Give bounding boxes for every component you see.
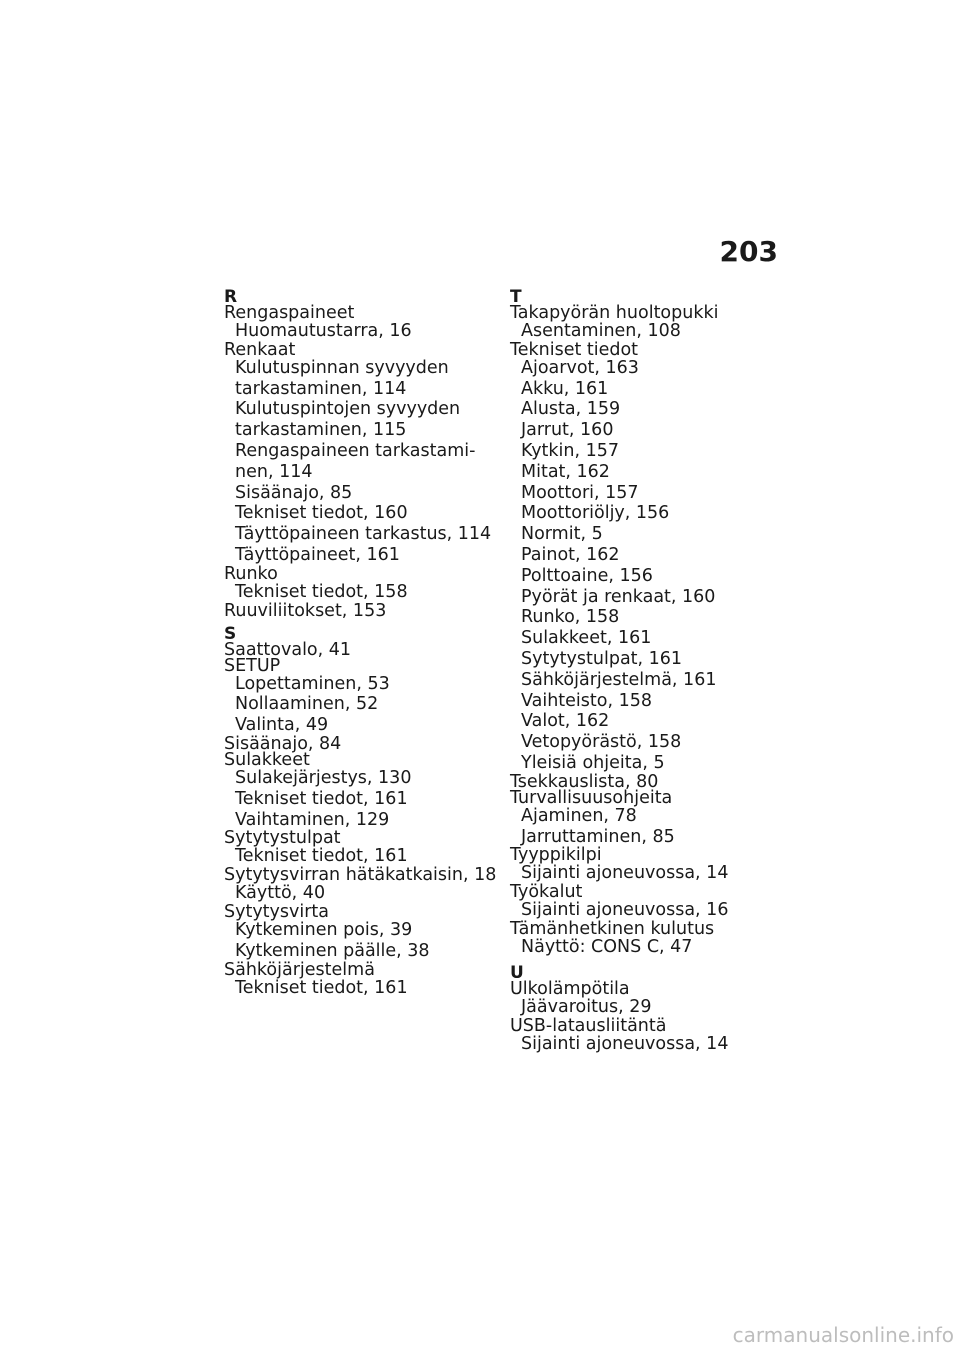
entry-subitem: Yleisiä ohjeita, 5	[521, 752, 665, 773]
entry-heading: Tämänhetkinen kulutus	[510, 918, 715, 939]
entry-heading: Ruuviliitokset, 153	[224, 600, 387, 621]
entry-heading: Sytytysvirta	[224, 901, 330, 922]
entry-subitem: Kytkin, 157	[521, 440, 620, 461]
entry-subitem: Tekniset tiedot, 161	[235, 788, 408, 809]
entry-subitem: Jarruttaminen, 85	[521, 826, 675, 847]
index-entry	[510, 918, 800, 958]
entry-subitem: Mitat, 162	[521, 461, 610, 482]
entry-subitem: Kytkeminen pois, 39	[235, 919, 413, 940]
entry-heading: Saattovalo, 41	[224, 639, 352, 660]
entry-subitem: Akku, 161	[521, 378, 609, 399]
entry-heading: Työkalut	[510, 882, 583, 903]
index-section	[224, 287, 514, 621]
entry-subitem: Tekniset tiedot, 158	[235, 581, 408, 602]
index-entry	[224, 655, 514, 736]
index-section	[224, 623, 514, 999]
index-entry	[224, 600, 514, 621]
entry-heading: Sytytystulpat	[224, 828, 341, 849]
entry-subitem: Valinta, 49	[235, 715, 329, 736]
entry-subitem: Lopettaminen, 53	[235, 673, 390, 694]
index-entry	[224, 867, 514, 904]
entry-subitem: Täyttöpaineen tarkastus, 114	[235, 524, 492, 545]
entry-subitem: Sijainti ajoneuvossa, 14	[521, 1033, 729, 1054]
entry-subitem: Sulakkeet, 161	[521, 628, 652, 649]
entry-subitem: Vaihtaminen, 129	[235, 809, 390, 830]
entry-heading: Renkaat	[224, 339, 296, 360]
entry-heading: Tsekkauslista, 80	[510, 771, 659, 792]
entry-subitem: Sähköjärjestelmä, 161	[521, 669, 717, 690]
entry-subitem: Vaihteisto, 158	[521, 690, 652, 711]
entry-subitem: Asentaminen, 108	[521, 321, 681, 341]
watermark: carmanualsonline.info	[732, 1323, 954, 1347]
entry-heading: Sisäänajo, 84	[224, 733, 342, 754]
index-column-right	[510, 287, 800, 1054]
entry-subitem: Tekniset tiedot, 161	[235, 977, 408, 998]
index-entry	[224, 830, 514, 867]
entry-subitem: Tekniset tiedot, 160	[235, 503, 408, 524]
index-entry	[224, 901, 514, 962]
entry-subitem: Moottori, 157	[521, 482, 639, 503]
entry-heading: Sulakkeet	[224, 749, 310, 770]
index-entry	[224, 305, 514, 342]
entry-subitem: Polttoaine, 156	[521, 565, 653, 586]
index-section	[510, 287, 800, 958]
entry-heading: SETUP	[224, 655, 281, 676]
entry-heading: Ulkolämpötila	[510, 978, 630, 999]
entry-subitem: tarkastaminen, 114	[235, 378, 407, 399]
entry-subitem: Normit, 5	[521, 524, 603, 545]
entry-heading: Runko	[224, 563, 278, 584]
section-letter: T	[510, 287, 522, 307]
index-entry	[510, 847, 800, 884]
index-entry	[510, 1015, 800, 1055]
entry-heading: Takapyörän huoltopukki	[510, 303, 719, 323]
entry-subitem: Ajaminen, 78	[521, 805, 637, 826]
entry-subitem: Käyttö, 40	[235, 883, 326, 904]
index-entry	[510, 787, 800, 848]
section-letter: U	[510, 962, 524, 983]
index-entry	[224, 563, 514, 603]
section-letter: S	[224, 623, 237, 644]
entry-heading: Tekniset tiedot	[510, 339, 639, 360]
entry-subitem: Alusta, 159	[521, 399, 621, 420]
index-entry	[224, 959, 514, 999]
entry-subitem: Valot, 162	[521, 711, 610, 732]
entry-subitem: Jäävaroitus, 29	[521, 996, 652, 1017]
entry-subitem: Sisäänajo, 85	[235, 482, 353, 503]
entry-subitem: Huomautustarra, 16	[235, 321, 412, 341]
entry-subitem: Kulutuspinnan syvyyden	[235, 357, 449, 378]
entry-subitem: Tekniset tiedot, 161	[235, 846, 408, 867]
entry-heading: Sytytysvirran hätäkatkaisin, 18	[224, 865, 497, 886]
entry-subitem: Painot, 162	[521, 544, 620, 565]
entry-subitem: Jarrut, 160	[521, 420, 614, 441]
entry-subitem: Ajoarvot, 163	[521, 357, 639, 378]
index-section	[510, 962, 800, 1055]
entry-subitem: Sijainti ajoneuvossa, 14	[521, 863, 729, 884]
entry-subitem: Nollaaminen, 52	[235, 694, 379, 715]
entry-subitem: Pyörät ja renkaat, 160	[521, 586, 716, 607]
entry-heading: Rengaspaineet	[224, 303, 355, 323]
page-number: 203	[719, 235, 778, 268]
entry-subitem: Sulakejärjestys, 130	[235, 767, 412, 788]
index-entry	[510, 884, 800, 921]
entry-subitem: Kulutuspintojen syvyyden	[235, 399, 461, 420]
entry-subitem: nen, 114	[235, 461, 313, 482]
entry-heading: Tyyppikilpi	[510, 845, 602, 866]
entry-subitem: Moottoriöljy, 156	[521, 503, 670, 524]
entry-subitem: Vetopyörästö, 158	[521, 732, 682, 753]
index-entry	[510, 305, 800, 342]
entry-subitem: Rengaspaineen tarkastami-	[235, 440, 476, 461]
entry-subitem: Täyttöpaineet, 161	[235, 544, 400, 565]
entry-subitem: Sytytystulpat, 161	[521, 648, 683, 669]
entry-subitem: Runko, 158	[521, 607, 620, 628]
entry-subitem: Kytkeminen päälle, 38	[235, 940, 430, 961]
index-column-left	[224, 287, 514, 998]
index-entry	[224, 339, 514, 566]
entry-subitem: Sijainti ajoneuvossa, 16	[521, 900, 729, 921]
entry-subitem: Näyttö: CONS C, 47	[521, 936, 693, 957]
entry-heading: Turvallisuusohjeita	[510, 787, 673, 808]
entry-heading: USB-latausliitäntä	[510, 1015, 667, 1036]
index-entry	[224, 749, 514, 830]
section-letter: R	[224, 287, 238, 307]
entry-heading: Sähköjärjestelmä	[224, 959, 375, 980]
index-entry	[510, 978, 800, 1018]
index-entry	[510, 339, 800, 774]
entry-subitem: tarkastaminen, 115	[235, 420, 407, 441]
